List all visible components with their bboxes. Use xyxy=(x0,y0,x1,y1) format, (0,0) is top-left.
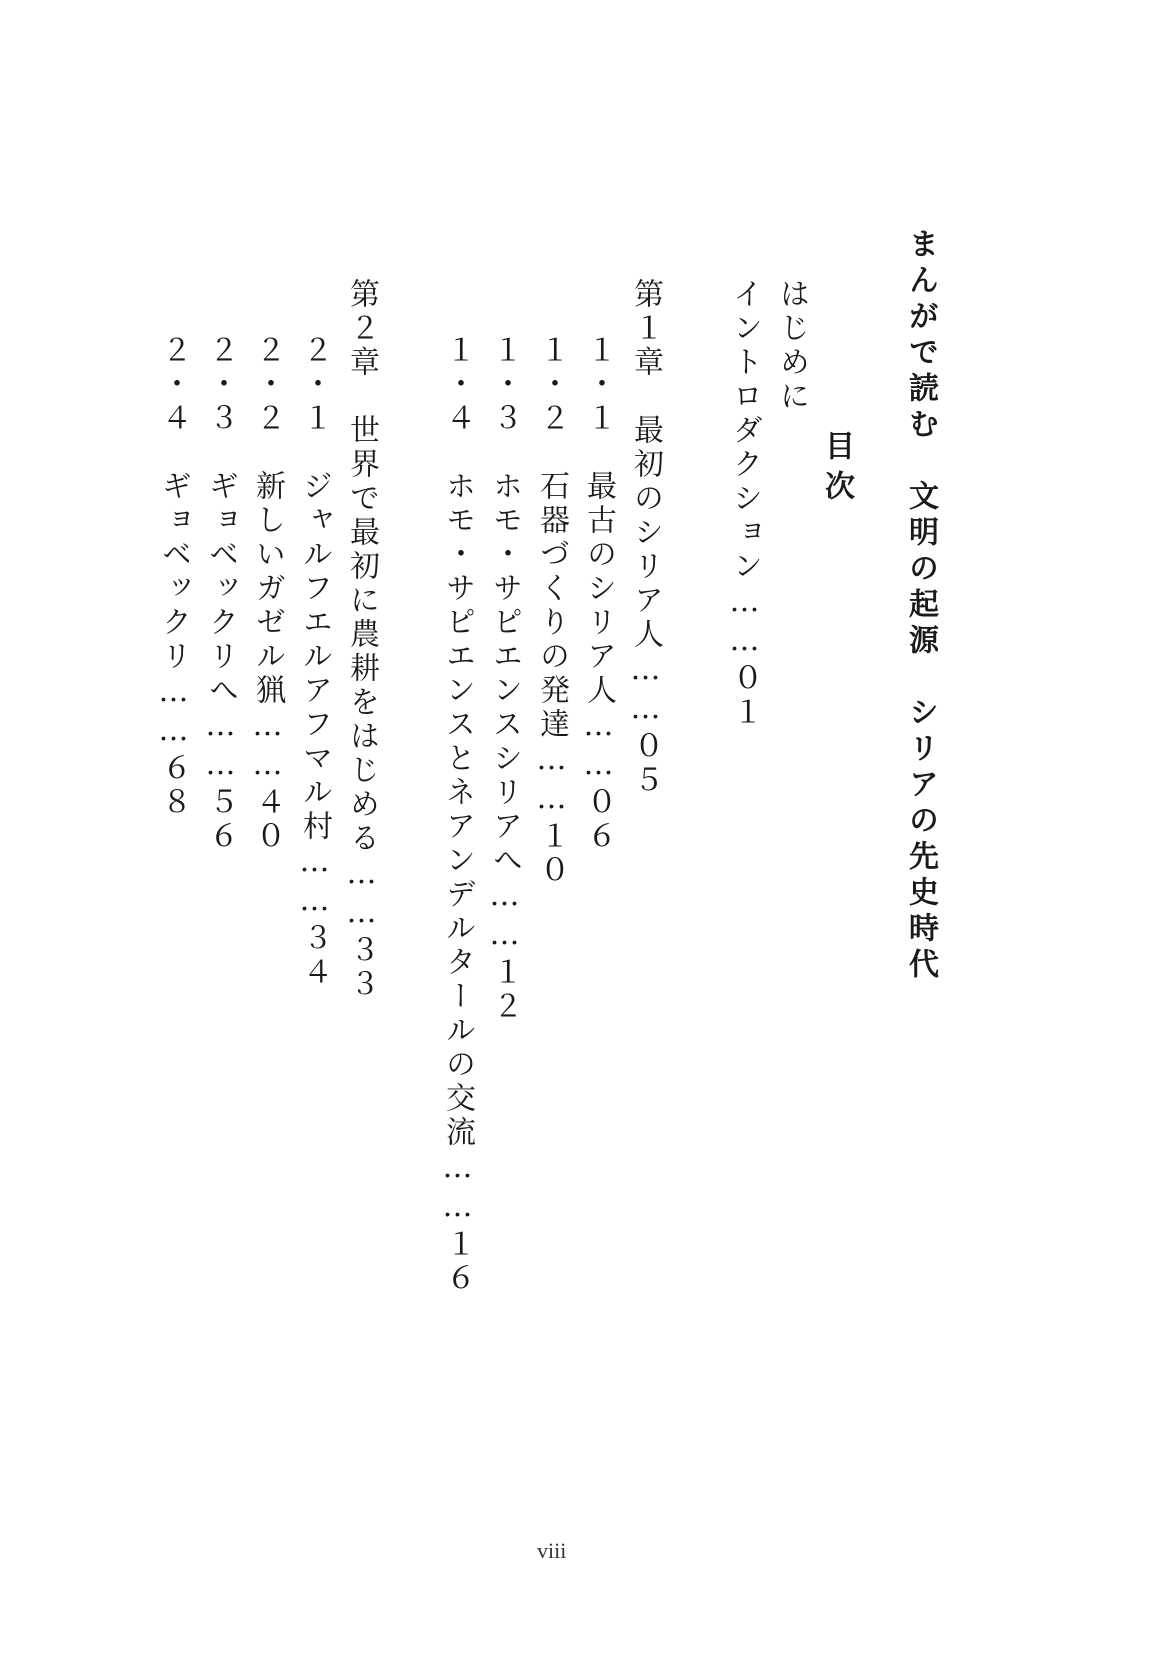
toc-entry-1-1[interactable]: １・１ 最古のシリア人……０６ xyxy=(581,334,616,854)
page-number: viii xyxy=(537,1538,567,1563)
toc-entry-1-2[interactable]: １・２ 石器づくりの発達……１０ xyxy=(534,334,569,888)
toc-heading: 目次 xyxy=(819,430,854,510)
toc-entry-2-2[interactable]: ２・２ 新しいガゼル猟……４０ xyxy=(250,334,285,854)
toc-entry-1-4[interactable]: １・４ ホモ・サピエンスとネアンデルタールの交流……１６ xyxy=(440,334,475,1296)
toc-entry-introduction[interactable]: イントロダクション……０１ xyxy=(727,278,762,730)
toc-entry-2-3[interactable]: ２・３ ギョベックリへ……５６ xyxy=(203,334,238,854)
toc-entry-chapter-1[interactable]: 第１章 最初のシリア人……０５ xyxy=(628,278,663,798)
toc-entry-2-1[interactable]: ２・１ ジャルフエルアフマル村……３４ xyxy=(297,334,332,990)
toc-entry-preface[interactable]: はじめに xyxy=(774,278,809,414)
toc-entry-2-4[interactable]: ２・４ ギョベックリ……６８ xyxy=(156,334,191,820)
toc-entry-chapter-2[interactable]: 第２章 世界で最初に農耕をはじめる……３３ xyxy=(344,278,379,1002)
book-title: まんがで読む 文明の起源 シリアの先史時代 xyxy=(903,228,938,984)
toc-entry-1-3[interactable]: １・３ ホモ・サピエンスシリアへ……１２ xyxy=(487,334,522,1024)
